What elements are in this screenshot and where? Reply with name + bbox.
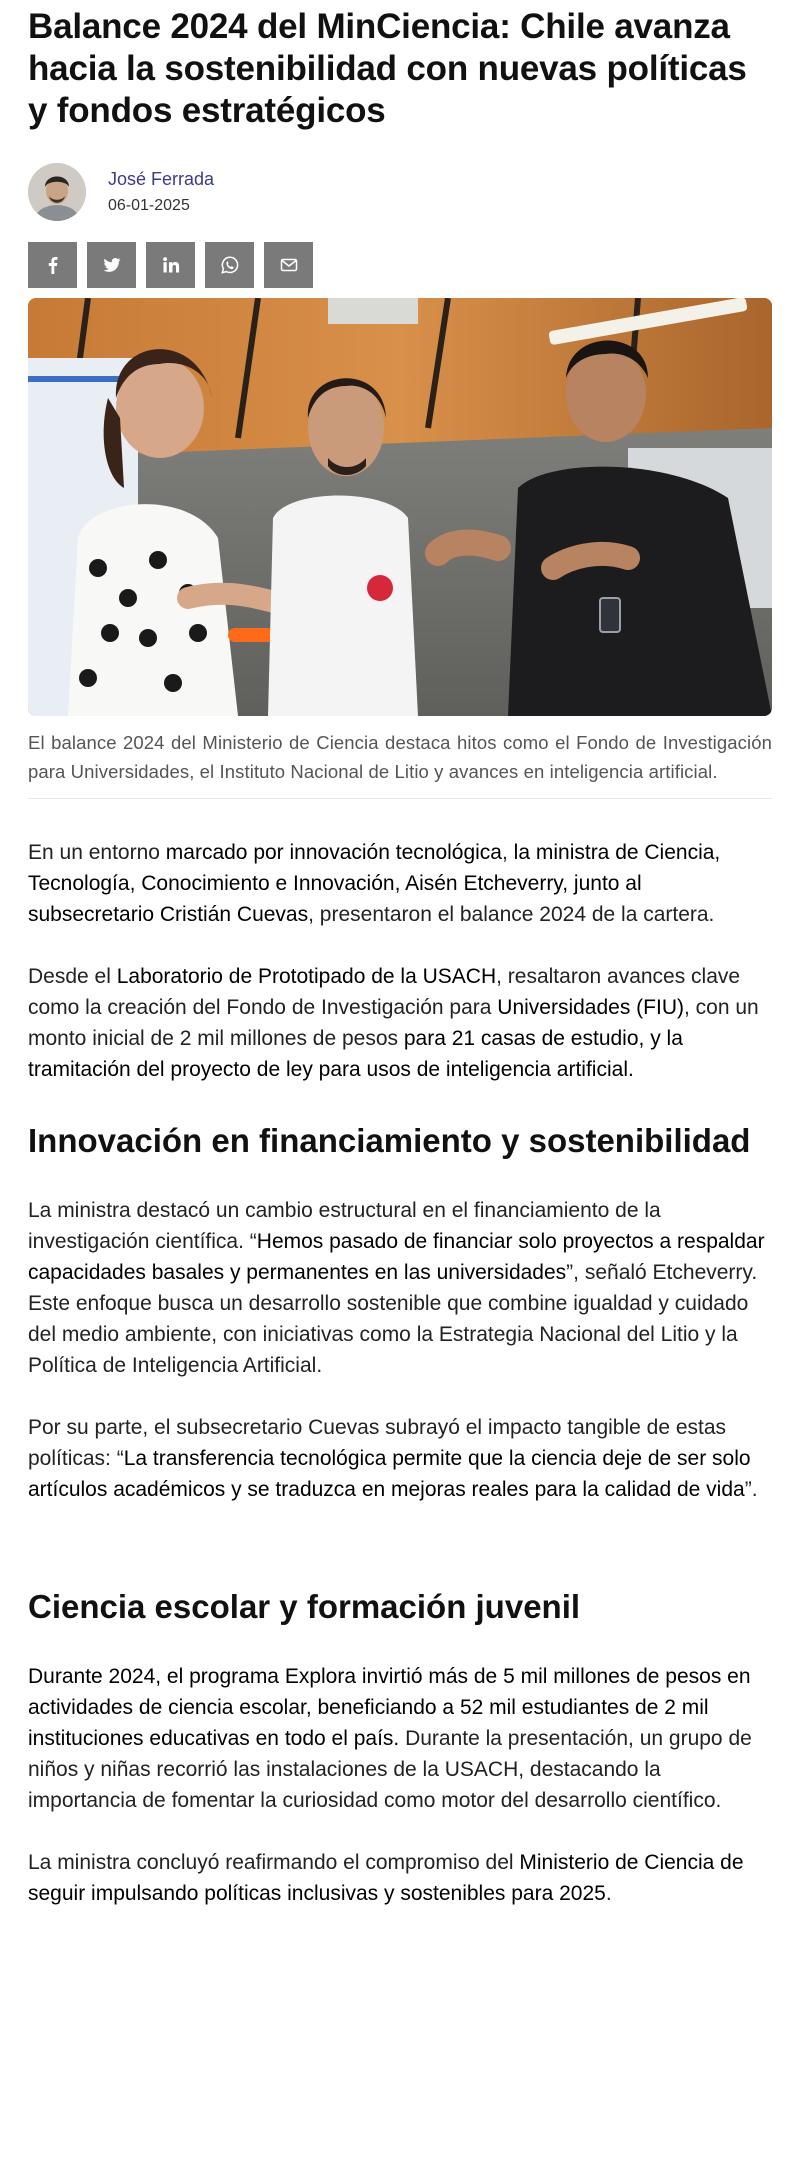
p6-text-a: La ministra concluyó reafirmando el compromiso del (28, 1851, 520, 1874)
publish-date: 06-01-2025 (108, 197, 190, 214)
p5-text: Durante la presentación, un grupo de niños y niñas recorrió las instalaciones de la USACH, destacando la importancia de fomentar la curiosidad como motor del desarrollo científico. (28, 1727, 752, 1812)
paragraph-financiamiento (28, 1195, 772, 1381)
p2-highlight-c: para 21 casas de estudio, y la tramitación del proyecto de ley para usos de inteligencia artificial. (28, 1027, 683, 1081)
photo-caption: El balance 2024 del Ministerio de Ciencia destaca hitos como el Fondo de Investigación para Universidades, el Instituto Nacional de Litio y avances en inteligencia artificial. (28, 732, 772, 782)
p2-highlight-a: Laboratorio de Prototipado de la USACH (116, 965, 497, 988)
paragraph-explora (28, 1661, 772, 1816)
paragraph-laboratorio (28, 961, 772, 1085)
hero-photo (28, 298, 772, 716)
p6-highlight: Ministerio de Ciencia de seguir impulsando políticas inclusivas y sostenibles para 2025 (28, 1851, 744, 1905)
share-linkedin-button[interactable] (146, 242, 195, 288)
p1-highlight-a: marcado por innovación tecnológica (165, 841, 502, 864)
p2-text-a: Desde el (28, 965, 117, 988)
p3-text-a: La ministra destacó un cambio estructural en el financiamiento de la investigación científica. “ (28, 1199, 661, 1253)
mail-icon (279, 255, 299, 275)
share-twitter-button[interactable] (87, 242, 136, 288)
divider (28, 798, 772, 799)
author-avatar[interactable] (28, 163, 86, 221)
share-buttons (28, 242, 772, 288)
article (0, 6, 800, 1909)
section-heading-financiamiento: Innovación en financiamiento y sostenibilidad (28, 1122, 751, 1159)
p2-text-b: , resaltaron avances clave como la creación del Fondo de Investigación para (28, 965, 741, 1019)
paragraph-cuevas (28, 1412, 772, 1505)
linkedin-icon (161, 255, 181, 275)
author-meta (108, 168, 214, 216)
p3-quote: Hemos pasado de financiar solo proyectos a respaldar capacidades basales y permanentes en las universidades (28, 1230, 765, 1284)
p2-text-c: , con un monto inicial de 2 mil millones de pesos (28, 996, 759, 1050)
p1-text-b: , (502, 841, 514, 864)
share-facebook-button[interactable] (28, 242, 77, 288)
p2-highlight-b: Universidades (FIU) (497, 996, 684, 1019)
p1-highlight-b: la ministra de Ciencia, Tecnología, Conocimiento e Innovación, Aisén Etcheverry, junto al subsecretario Cristián Cuevas (28, 841, 721, 926)
section-heading-ciencia-escolar: Ciencia escolar y formación juvenil (28, 1588, 581, 1625)
paragraph-intro (28, 837, 772, 930)
p3-text-b: ”, señaló Etcheverry. Este enfoque busca un desarrollo sostenible que combine igualdad y cuidado del medio ambiente, con iniciativas como la Estrategia Nacional del Litio y la Política de Inteligencia Artificial. (28, 1261, 758, 1377)
facebook-icon (43, 255, 63, 275)
p5-highlight: Durante 2024, el programa Explora invirtió más de 5 mil millones de pesos en actividades de ciencia escolar, beneficiando a 52 mil estudiantes de 2 mil instituciones educativas en todo el país. (28, 1665, 751, 1750)
p4-quote: La transferencia tecnológica permite que la ciencia deje de ser solo artículos académicos y se traduzca en mejoras reales para la calidad de vida (28, 1447, 751, 1501)
paragraph-conclusion (28, 1847, 772, 1909)
p6-text-b: . (605, 1882, 612, 1905)
author-name-link[interactable]: José Ferrada (108, 169, 215, 189)
p4-text-a: Por su parte, el subsecretario Cuevas subrayó el impacto tangible de estas políticas: “ (28, 1416, 727, 1470)
whatsapp-icon (220, 255, 240, 275)
p1-text-a: En un entorno (28, 841, 166, 864)
twitter-icon (102, 255, 122, 275)
p4-text-b: ”. (744, 1478, 758, 1501)
author-byline (28, 162, 772, 222)
share-email-button[interactable] (264, 242, 313, 288)
share-whatsapp-button[interactable] (205, 242, 254, 288)
article-title: Balance 2024 del MinCiencia: Chile avanza hacia la sostenibilidad con nuevas políticas y fondos estratégicos (28, 7, 747, 130)
p1-text-c: , presentaron el balance 2024 de la cartera. (308, 903, 715, 926)
